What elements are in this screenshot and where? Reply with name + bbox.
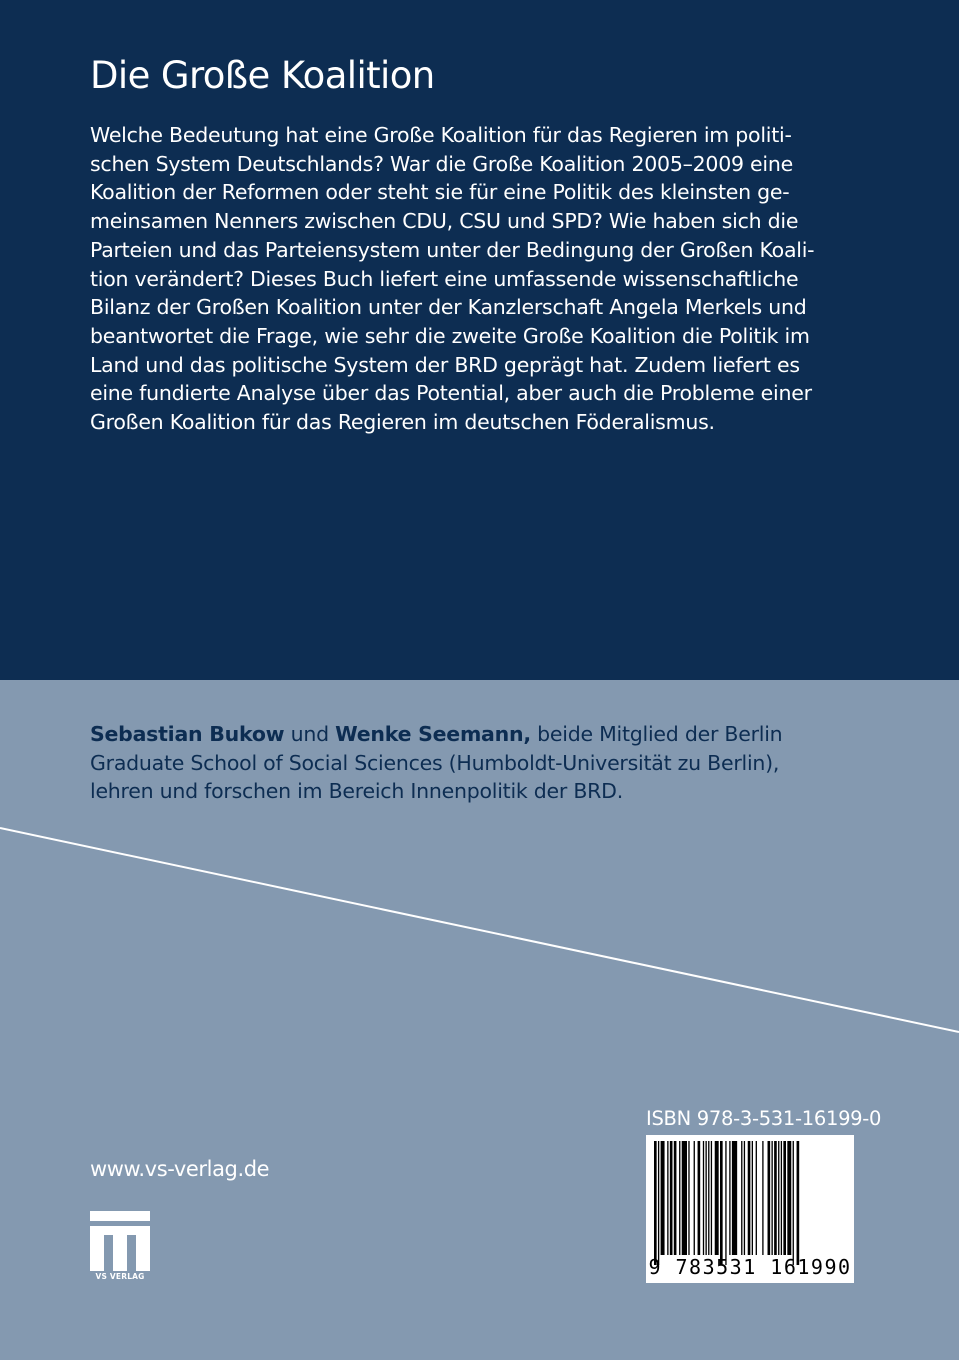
barcode-bar xyxy=(679,1141,680,1255)
barcode-bar xyxy=(658,1141,659,1265)
barcode-bar xyxy=(670,1141,673,1255)
barcode-bar xyxy=(720,1141,723,1265)
barcode-bar xyxy=(698,1141,701,1255)
barcode-bar xyxy=(705,1141,706,1255)
vs-verlag-logo-icon xyxy=(90,1211,150,1281)
book-title: Die Große Koalition xyxy=(90,54,435,97)
blurb-line: eine fundierte Analyse über das Potential, aber auch die Probleme einer xyxy=(90,381,812,406)
author-bio-line: Graduate School of Social Sciences (Humboldt-Universität zu Berlin), xyxy=(90,750,780,775)
author-bio xyxy=(90,720,782,806)
book-blurb xyxy=(90,121,880,437)
barcode-bar xyxy=(756,1141,757,1255)
blurb-line: beantwortet die Frage, wie sehr die zweite Große Koalition die Politik im xyxy=(90,323,810,348)
barcode-digits: 9 783531 161990 xyxy=(648,1255,852,1279)
barcode-bar xyxy=(783,1141,786,1255)
blurb-line: Bilanz der Großen Koalition unter der Kanzlerschaft Angela Merkels und xyxy=(90,295,807,320)
barcode-bar xyxy=(741,1141,742,1255)
barcode-bar xyxy=(682,1141,687,1255)
barcode-bar xyxy=(787,1141,791,1255)
barcode-bar xyxy=(748,1141,751,1255)
barcode-bar xyxy=(708,1141,709,1255)
barcode-bar xyxy=(688,1141,689,1255)
isbn-label: ISBN 978-3-531-16199-0 xyxy=(646,1107,882,1130)
author-name: Wenke Seemann, xyxy=(335,722,531,746)
blurb-line: Parteien und das Parteiensystem unter der Bedingung der Großen Koali- xyxy=(90,237,815,262)
barcode-bar xyxy=(732,1141,737,1255)
barcode-bar xyxy=(793,1141,794,1265)
blurb-line: Land und das politische System der BRD geprägt hat. Zudem liefert es xyxy=(90,352,800,377)
barcode-bar xyxy=(744,1141,745,1255)
author-bio-line xyxy=(90,720,782,749)
barcode-bar xyxy=(674,1141,677,1255)
author-bio-text: beide Mitglied der Berlin xyxy=(530,722,783,746)
blurb-line: schen System Deutschlands? War die Große Koalition 2005–2009 eine xyxy=(90,151,793,176)
barcode-bar xyxy=(711,1141,712,1255)
publisher-logo-text: VS VERLAG xyxy=(95,1272,145,1281)
author-bio-line: lehren und forschen im Bereich Innenpolitik der BRD. xyxy=(90,779,623,803)
barcode-bar xyxy=(667,1141,668,1255)
author-connector: und xyxy=(284,722,336,746)
barcode-bar xyxy=(703,1141,704,1255)
barcode-bar xyxy=(768,1141,771,1255)
blurb-line: Großen Koalition für das Regieren im deutschen Föderalismus. xyxy=(90,410,715,435)
barcode-bar xyxy=(715,1141,719,1255)
barcode-bar xyxy=(774,1141,777,1255)
blurb-line: Koalition der Reformen oder steht sie für eine Politik des kleinsten ge- xyxy=(90,180,790,205)
barcode-bar xyxy=(725,1141,726,1265)
barcode-bar xyxy=(781,1141,782,1255)
barcode-bar xyxy=(797,1141,800,1265)
barcode-bar xyxy=(654,1141,657,1265)
barcode-bar xyxy=(661,1141,665,1255)
barcode-bar xyxy=(694,1141,695,1255)
barcode-bar xyxy=(729,1141,730,1255)
barcode-bar xyxy=(752,1141,753,1255)
author-name: Sebastian Bukow xyxy=(90,722,285,746)
barcode-bar xyxy=(778,1141,779,1255)
blurb-line: tion verändert? Dieses Buch liefert eine umfassende wissenschaftliche xyxy=(90,266,799,291)
barcode-bar xyxy=(762,1141,763,1255)
barcode xyxy=(646,1135,854,1283)
barcode-bar xyxy=(771,1141,772,1255)
blurb-line: Welche Bedeutung hat eine Große Koalition für das Regieren im politi- xyxy=(90,123,792,147)
blurb-line: meinsamen Nenners zwischen CDU, CSU und SPD? Wie haben sich die xyxy=(90,209,799,234)
publisher-url: www.vs-verlag.de xyxy=(90,1157,270,1181)
